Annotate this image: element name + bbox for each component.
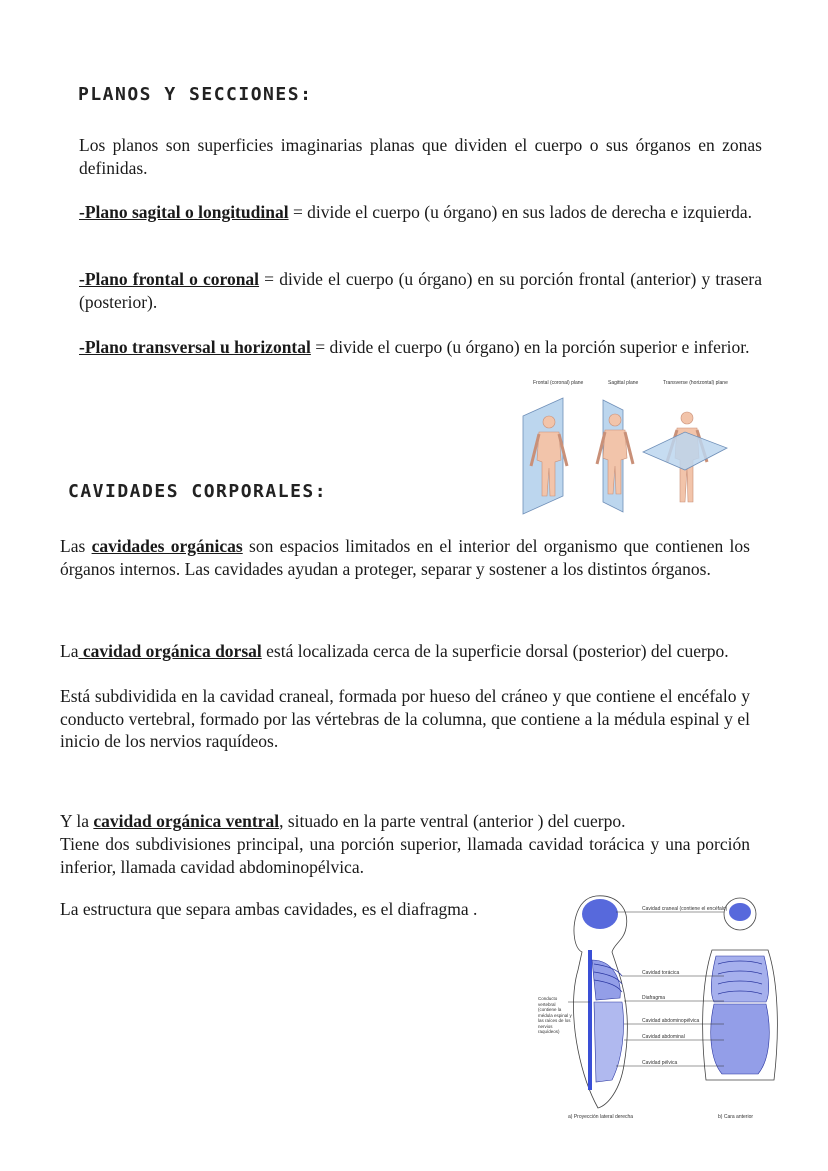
label-cavidad-abdominal: Cavidad abdominal (642, 1034, 685, 1040)
p2-lead: La (60, 641, 79, 661)
dorsal-cavity-term: cavidad orgánica dorsal (78, 641, 262, 661)
cavidades-organicas-term: cavidades orgánicas (91, 536, 243, 556)
label-diafragma: Diafragma (642, 995, 666, 1001)
body-cavities-figure (538, 890, 788, 1122)
label-cavidad-toracica: Cavidad torácica (642, 970, 680, 976)
anterior-view-illustration (703, 898, 778, 1080)
diaphragm-sentence: La estructura que separa ambas cavidades, es el diafragma . (60, 899, 478, 919)
sagittal-plane-label: Sagittal plane (608, 380, 639, 386)
label-conducto-vertebral: Conducto vertebral (contiene la médula espinal y las raíces de los nervios raquídeos) (538, 996, 572, 1034)
p2-text: está localizada cerca de la superficie dorsal (posterior) del cuerpo. (261, 641, 729, 661)
transverse-plane-illustration (643, 412, 727, 502)
section-heading-cavidades: CAVIDADES CORPORALES: (68, 481, 328, 502)
label-cavidad-abdominopelvica: Cavidad abdominopélvica (642, 1018, 700, 1024)
plane-transverse-text: = divide el cuerpo (u órgano) en la porción superior e inferior. (310, 337, 750, 357)
plane-sagittal-text: = divide el cuerpo (u órgano) en sus lados de derecha e izquierda. (288, 202, 752, 222)
plane-frontal-definition (79, 268, 762, 313)
label-cavidad-pelvica: Cavidad pélvica (642, 1060, 678, 1066)
frontal-plane-label: Frontal (coronal) plane (533, 380, 584, 386)
body-planes-figure (515, 378, 735, 518)
ventral-cavity-paragraph (60, 810, 750, 833)
frontal-plane-illustration (523, 398, 567, 514)
p4-text: , situado en la parte ventral (anterior ) del cuerpo. (279, 811, 626, 831)
label-cavidad-craneal: Cavidad craneal (contiene el encéfalo) (642, 906, 728, 912)
planos-intro: Los planos son superficies imaginarias planas que dividen el cuerpo o sus órganos en zonas definidas. (79, 135, 762, 178)
plane-sagittal-definition (79, 201, 762, 224)
caption-lateral-view: a) Proyección lateral derecha (568, 1114, 634, 1120)
ventral-cavity-term: cavidad orgánica ventral (93, 811, 280, 831)
ventral-subdivision-paragraph: Tiene dos subdivisiones principal, una porción superior, llamada cavidad torácica y una porción inferior, llamada cavidad abdominopélvica. (60, 834, 750, 877)
p1-lead: Las (60, 536, 92, 556)
plane-frontal-text: = divide el cuerpo (u órgano) en su porción frontal (anterior) y trasera (posterior). (79, 269, 762, 312)
p1-text: son espacios limitados en el interior del organismo que contienen los órganos internos. Las cavidades ayudan a proteger, separar y sostener a los distintos órganos. (60, 536, 750, 579)
caption-anterior-view: b) Cara anterior (718, 1114, 754, 1120)
plane-frontal-term: -Plano frontal o coronal (79, 269, 260, 289)
sagittal-plane-illustration (597, 400, 633, 512)
section-heading-planos: PLANOS Y SECCIONES: (78, 84, 313, 105)
dorsal-subdivision-paragraph: Está subdividida en la cavidad craneal, formada por hueso del cráneo y que contiene el encéfalo y conducto vertebral, formado por las vértebras de la columna, que contiene a la médula espinal y el inicio de los nervios raquídeos. (60, 686, 750, 751)
plane-transverse-term: -Plano transversal u horizontal (79, 337, 311, 357)
transverse-plane-label: Transverse (horizontal) plane (663, 380, 728, 386)
p4-lead: Y la (60, 811, 94, 831)
plane-sagittal-term: -Plano sagital o longitudinal (79, 202, 289, 222)
plane-transverse-definition (79, 336, 762, 359)
dorsal-cavity-paragraph (60, 640, 750, 663)
cavidades-intro (60, 535, 750, 580)
